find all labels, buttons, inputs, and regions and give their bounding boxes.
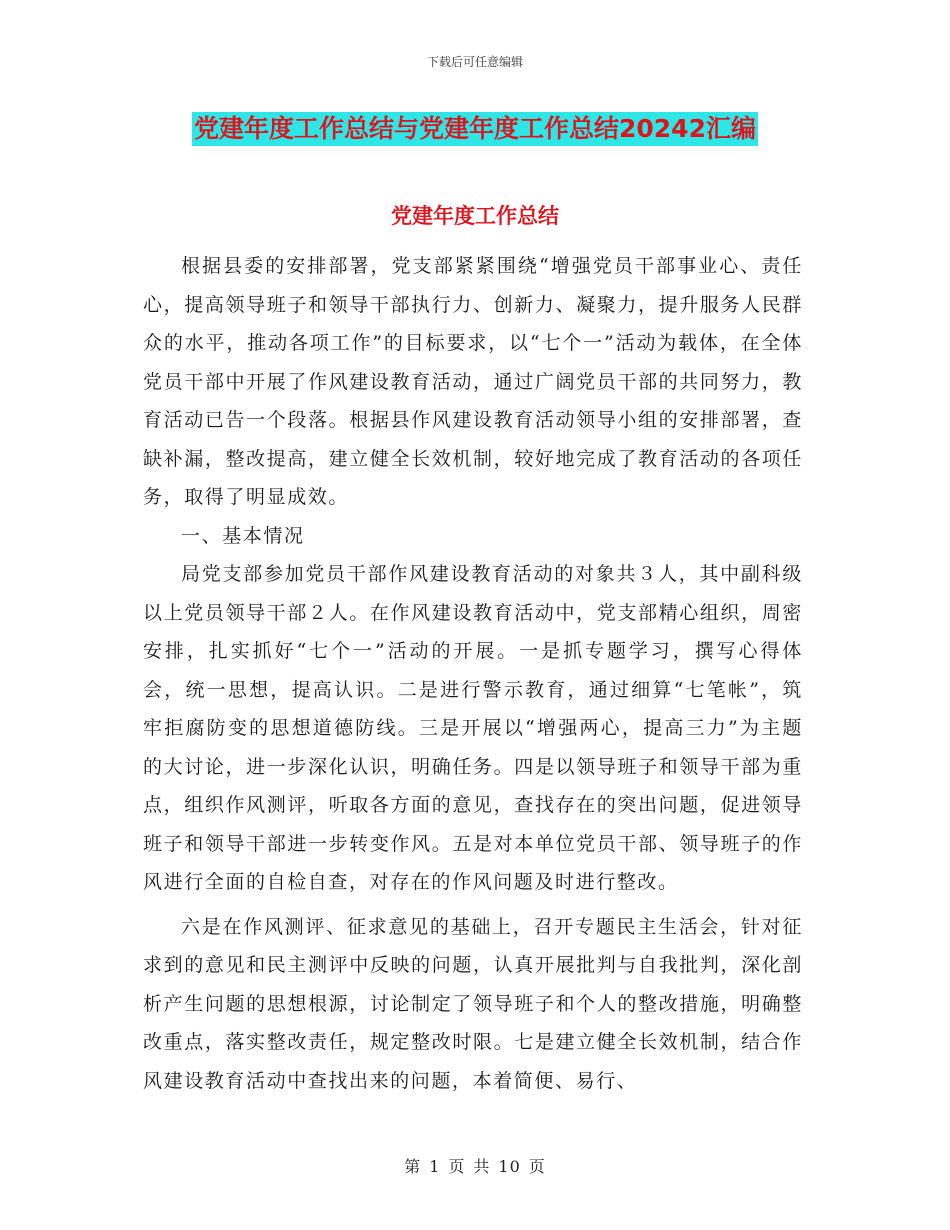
- title-container: [0, 112, 950, 146]
- paragraph: 六是在作风测评、征求意见的基础上，召开专题民主生活会，针对征求到的意见和民主测评中反映的问题，认真开展批判与自我批判，深化剖析产生问题的思想根源，讨论制定了领导班子和个人的整改措施，明确整改重点，落实整改责任，规定整改时限。七是建立健全长效机制，结合作风建设教育活动中查找出来的问题，本着简便、易行、: [143, 915, 803, 1092]
- page-label-total-prefix: 共: [473, 1157, 491, 1176]
- document-title: 党建年度工作总结与党建年度工作总结20242汇编: [192, 112, 758, 146]
- page-label-prefix: 第: [404, 1157, 422, 1176]
- header-note: 下载后可任意编辑: [426, 55, 523, 69]
- paragraph: 局党支部参加党员干部作风建设教育活动的对象共３人，其中副科级以上党员领导干部２人。在作风建设教育活动中，党支部精心组织，周密安排，扎实抓好“七个一”活动的开展。一是抓专题学习，撰写心得体会，统一思想，提高认识。二是进行警示教育，通过细算“七笔帐”，筑牢拒腐防变的思想道德防线。三是开展以“增强两心，提高三力”为主题的大讨论，进一步深化认识，明确任务。四是以领导班子和领导干部为重点，组织作风测评，听取各方面的意见，查找存在的突出问题，促进领导班子和领导干部进一步转变作风。五是对本单位党员干部、领导班子的作风进行全面的自检自查，对存在的作风问题及时进行整改。: [143, 563, 803, 893]
- section-title: 党建年度工作总结: [391, 204, 559, 228]
- section-heading: 一、基本情况: [181, 524, 305, 547]
- document-body: [143, 247, 803, 1100]
- page-current: 1: [429, 1157, 441, 1176]
- page-footer: [0, 1154, 950, 1177]
- page-label-mid: 页: [448, 1157, 466, 1176]
- paragraph: 根据县委的安排部署，党支部紧紧围绕“增强党员干部事业心、责任心，提高领导班子和领导干部执行力、创新力、凝聚力，提升服务人民群众的水平，推动各项工作”的目标要求，以“七个一”活动为载体，在全体党员干部中开展了作风建设教育活动，通过广阔党员干部的共同努力，教育活动已告一个段落。根据县作风建设教育活动领导小组的安排部署，查缺补漏，整改提高，建立健全长效机制，较好地完成了教育活动的各项任务，取得了明显成效。: [143, 255, 803, 508]
- page-total: 10: [498, 1157, 521, 1176]
- page-label-suffix: 页: [528, 1157, 546, 1176]
